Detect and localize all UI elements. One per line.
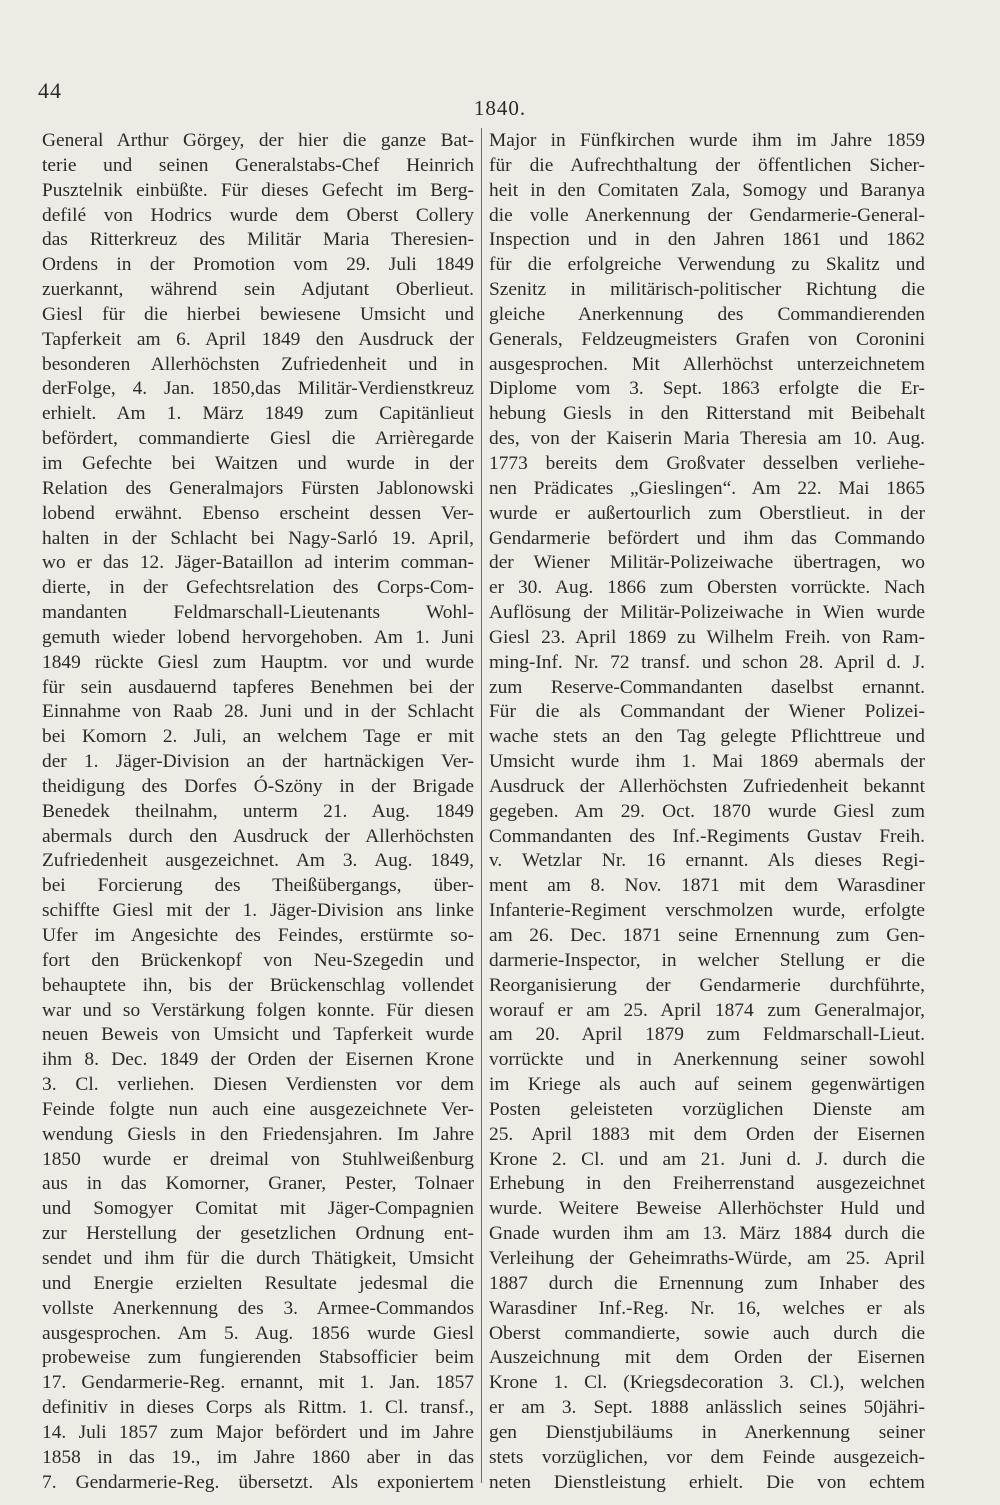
text-line: abermals durch den Ausdruck der Allerhöchsten xyxy=(42,825,474,847)
text-line: wo er das 12. Jäger-Bataillon ad interim comman- xyxy=(42,552,474,574)
text-line: Krone 1. Cl. (Kriegsdecoration 3. Cl.), welchen xyxy=(489,1372,925,1394)
text-line: mandanten Feldmarschall-Lieutenants Wohl- xyxy=(42,602,474,624)
text-line: Commandanten des Inf.-Regiments Gustav Freih. xyxy=(489,825,925,847)
text-line: nen Prädicates „Gieslingen“. Am 22. Mai 1865 xyxy=(489,477,925,499)
text-line: bei Komorn 2. Juli, an welchem Tage er mit xyxy=(42,726,474,748)
text-line: 14. Juli 1857 zum Major befördert und im Jahre xyxy=(42,1421,474,1443)
text-line: darmerie-Inspector, in welcher Stellung er die xyxy=(489,949,925,971)
text-line: und Energie erzielten Resultate jedesmal die xyxy=(42,1272,474,1294)
text-line: besonderen Allerhöchsten Zufriedenheit und in xyxy=(42,353,474,375)
text-line: ihm 8. Dec. 1849 der Orden der Eisernen Krone xyxy=(42,1049,474,1071)
text-line: Zufriedenheit ausgezeichnet. Am 3. Aug. 1849, xyxy=(42,850,474,872)
text-line: ment am 8. Nov. 1871 mit dem Warasdiner xyxy=(489,875,925,897)
text-line: Pusztelnik einbüßte. Für dieses Gefecht im Berg- xyxy=(42,179,474,201)
left-column xyxy=(42,129,474,1495)
text-line: neten Dienstleistung erhielt. Die von echtem xyxy=(489,1471,925,1493)
text-line: 25. April 1883 mit dem Orden der Eisernen xyxy=(489,1123,925,1145)
text-line: das Ritterkreuz des Militär Maria Theresien- xyxy=(42,229,474,251)
text-line: Benedek theilnahm, unterm 21. Aug. 1849 xyxy=(42,800,474,822)
page-number: 44 xyxy=(38,78,62,103)
text-line: erhielt. Am 1. März 1849 zum Capitänlieut xyxy=(42,403,474,425)
text-line: und Somogyer Comitat mit Jäger-Compagnien xyxy=(42,1198,474,1220)
text-line: 1849 rückte Giesl zum Hauptm. vor und wurde xyxy=(42,651,474,673)
text-line: zuerkannt, während sein Adjutant Oberlieut. xyxy=(42,279,474,301)
column-divider xyxy=(481,128,482,1483)
text-line: befördert, commandierte Giesl die Arrièregarde xyxy=(42,428,474,450)
text-line: Feinde folgte nun auch eine ausgezeichnete Ver- xyxy=(42,1098,474,1120)
text-line: am 26. Dec. 1871 seine Ernennung zum Gen- xyxy=(489,925,925,946)
text-line: Oberst commandierte, sowie auch durch die xyxy=(489,1322,925,1344)
text-line: für die Aufrechthaltung der öffentlichen Sicher- xyxy=(489,154,925,176)
text-line: hebung Giesls in den Ritterstand mit Beibehalt xyxy=(489,403,925,425)
text-line: Umsicht wurde ihm 1. Mai 1869 abermals der xyxy=(489,751,925,773)
text-line: Gnade wurden ihm am 13. März 1884 durch die xyxy=(489,1223,925,1245)
text-line: 1887 durch die Ernennung zum Inhaber des xyxy=(489,1272,925,1294)
text-line: gegeben. Am 29. Oct. 1870 wurde Giesl zum xyxy=(489,800,925,822)
text-line: defilé von Hodrics wurde dem Oberst Collery xyxy=(42,204,474,226)
text-line: v. Wetzlar Nr. 16 ernannt. Als dieses Regi- xyxy=(489,850,925,872)
text-line: war und so Verstärkung folgen konnte. Für diesen xyxy=(42,999,474,1021)
text-line: Gendarmerie befördert und ihm das Commando xyxy=(489,527,925,549)
text-line: wendung Giesls in den Friedensjahren. Im Jahre xyxy=(42,1123,474,1145)
text-line: Warasdiner Inf.-Reg. Nr. 16, welches er als xyxy=(489,1297,925,1319)
text-line: lobend erwähnt. Ebenso erscheint dessen Ver- xyxy=(42,502,474,524)
text-line: Posten geleisteten vorzüglichen Dienste am xyxy=(489,1098,925,1120)
text-line: Einnahme von Raab 28. Juni und in der Schlacht xyxy=(42,701,474,723)
text-line: für sein ausdauernd tapferes Benehmen bei der xyxy=(42,676,474,698)
text-line: ming-Inf. Nr. 72 transf. und schon 28. April d. J. xyxy=(489,651,925,673)
text-line: behauptete ihn, bis der Brückenschlag vollendet xyxy=(42,974,474,996)
text-line: Giesl 23. April 1869 zu Wilhelm Freih. von Ram- xyxy=(489,626,925,648)
text-line: Relation des Generalmajors Fürsten Jablonowski xyxy=(42,477,474,499)
text-line: Generals, Feldzeugmeisters Grafen von Coronini xyxy=(489,328,925,350)
text-line: wache stets an den Tag gelegte Pflichttreue und xyxy=(489,726,925,748)
text-line: definitiv in dieses Corps als Rittm. 1. Cl. transf., xyxy=(42,1397,474,1419)
right-column xyxy=(489,129,925,1495)
text-line: derFolge, 4. Jan. 1850,das Militär-Verdienstkreuz xyxy=(42,378,474,400)
text-line: Giesl für die hierbei bewiesene Umsicht und xyxy=(42,303,474,325)
text-line: Infanterie-Regiment verschmolzen wurde, erfolgte xyxy=(489,900,925,922)
text-line: schiffte Giesl mit der 1. Jäger-Division ans linke xyxy=(42,900,474,922)
text-line: ausgesprochen. Mit Allerhöchst unterzeichnetem xyxy=(489,353,925,375)
text-line: General Arthur Görgey, der hier die ganze Bat- xyxy=(42,130,474,151)
text-line: theidigung des Dorfes Ó-Szöny in der Brigade xyxy=(42,775,474,797)
text-line: terie und seinen Generalstabs-Chef Heinrich xyxy=(42,154,474,176)
text-line: Tapferkeit am 6. April 1849 den Ausdruck der xyxy=(42,328,474,350)
text-line: im Gefechte bei Waitzen und wurde in der xyxy=(42,452,474,474)
text-line: für die erfolgreiche Verwendung zu Skalitz und xyxy=(489,254,925,276)
text-line: Krone 2. Cl. und am 21. Juni d. J. durch die xyxy=(489,1148,925,1170)
text-line: Ausdruck der Allerhöchsten Zufriedenheit bekannt xyxy=(489,775,925,797)
text-line: neuen Beweis von Umsicht und Tapferkeit wurde xyxy=(42,1024,474,1046)
text-line: der 1. Jäger-Division an der hartnäckigen Ver- xyxy=(42,751,474,773)
text-line: Verleihung der Geheimraths-Würde, am 25. April xyxy=(489,1247,925,1269)
text-line: worauf er am 25. April 1874 zum Generalmajor, xyxy=(489,999,925,1021)
text-line: Major in Fünfkirchen wurde ihm im Jahre 1859 xyxy=(489,130,925,151)
text-line: Reorganisierung der Gendarmerie durchführte, xyxy=(489,974,925,996)
text-line: zum Reserve-Commandanten daselbst ernannt. xyxy=(489,676,925,698)
text-line: im Kriege als auch auf seinem gegenwärtigen xyxy=(489,1074,925,1096)
text-line: 3. Cl. verliehen. Diesen Verdiensten vor dem xyxy=(42,1074,474,1096)
text-line: Auszeichnung mit dem Orden der Eisernen xyxy=(489,1347,925,1369)
text-line: Erhebung in den Freiherrenstand ausgezeichnet xyxy=(489,1173,925,1195)
text-line: 7. Gendarmerie-Reg. übersetzt. Als exponiertem xyxy=(42,1471,474,1493)
text-line: Auflösung der Militär-Polizeiwache in Wien wurde xyxy=(489,602,925,624)
text-line: des, von der Kaiserin Maria Theresia am 10. Aug. xyxy=(489,428,925,450)
text-line: wurde. Weitere Beweise Allerhöchster Huld und xyxy=(489,1198,925,1220)
text-line: vorrückte und in Anerkennung seiner sowohl xyxy=(489,1049,925,1071)
text-line: der Wiener Militär-Polizeiwache übertragen, wo xyxy=(489,552,925,574)
text-line: er 30. Aug. 1866 zum Obersten vorrückte. Nach xyxy=(489,577,925,599)
text-line: vollste Anerkennung des 3. Armee-Commandos xyxy=(42,1297,474,1319)
text-line: wurde er außertourlich zum Oberstlieut. in der xyxy=(489,502,925,524)
text-line: gleiche Anerkennung des Commandierenden xyxy=(489,303,925,325)
text-line: fort den Brückenkopf von Neu-Szegedin und xyxy=(42,949,474,971)
text-line: 1858 in das 19., im Jahre 1860 aber in das xyxy=(42,1446,474,1468)
text-line: stets vorzüglichen, vor dem Feinde ausgezeich- xyxy=(489,1446,925,1468)
text-line: probeweise zum fungierenden Stabsofficier beim xyxy=(42,1347,474,1369)
text-line: Szenitz in militärisch-politischer Richtung die xyxy=(489,279,925,301)
text-line: sendet und ihm für die durch Thätigkeit, Umsicht xyxy=(42,1247,474,1269)
text-line: bei Forcierung des Theißübergangs, über- xyxy=(42,875,474,897)
text-line: gen Dienstjubiläums in Anerkennung seiner xyxy=(489,1421,925,1443)
text-line: zur Herstellung der gesetzlichen Ordnung ent- xyxy=(42,1223,474,1245)
text-line: heit in den Comitaten Zala, Somogy und Baranya xyxy=(489,179,925,201)
text-line: Für die als Commandant der Wiener Polizei- xyxy=(489,701,925,723)
text-line: Diplome vom 3. Sept. 1863 erfolgte die Er- xyxy=(489,378,925,400)
text-line: Inspection und in den Jahren 1861 und 1862 xyxy=(489,229,925,251)
text-line: am 20. April 1879 zum Feldmarschall-Lieut. xyxy=(489,1024,925,1046)
text-line: 17. Gendarmerie-Reg. ernannt, mit 1. Jan. 1857 xyxy=(42,1372,474,1394)
text-line: dierte, in der Gefechtsrelation des Corps-Com- xyxy=(42,577,474,599)
text-line: er am 3. Sept. 1888 anlässlich seines 50jähri- xyxy=(489,1397,925,1419)
text-line: Ufer im Angesichte des Feindes, erstürmte so- xyxy=(42,925,474,946)
text-line: aus in das Komorner, Graner, Pester, Tolnaer xyxy=(42,1173,474,1195)
text-line: gemuth wieder lobend hervorgehoben. Am 1. Juni xyxy=(42,626,474,648)
text-line: halten in der Schlacht bei Nagy-Sarló 19. April, xyxy=(42,527,474,549)
text-line: 1850 wurde er dreimal von Stuhlweißenburg xyxy=(42,1148,474,1170)
text-line: 1773 bereits dem Großvater desselben verliehe- xyxy=(489,452,925,474)
text-line: Ordens in der Promotion vom 29. Juli 1849 xyxy=(42,254,474,276)
page-header-year: 1840. xyxy=(473,96,527,120)
text-line: die volle Anerkennung der Gendarmerie-General- xyxy=(489,204,925,226)
text-line: ausgesprochen. Am 5. Aug. 1856 wurde Giesl xyxy=(42,1322,474,1344)
